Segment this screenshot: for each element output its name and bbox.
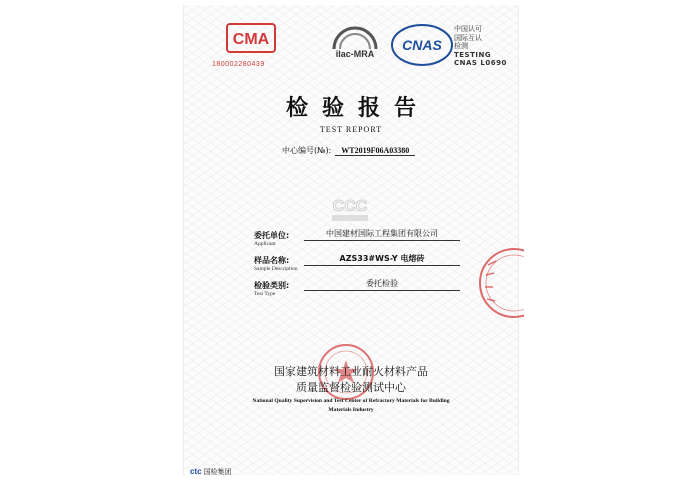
cnas-line: 检测 [454,42,468,50]
cma-number: 180002280439 [212,61,265,68]
red-seal-edge [474,243,524,323]
ilac-mra-logo [326,25,384,67]
cnas-logo-text: CNAS [402,37,442,53]
sample-value: AZS33#WS-Y 电熔砖 [304,253,460,266]
test-type-label-en: Test Type [254,291,276,297]
sample-label: 样品名称: [254,256,290,265]
center-number-label: 中心编号(№): [282,146,332,155]
test-type-value: 委托检验 [304,278,460,291]
cnas-line: TESTING [454,50,492,59]
cma-logo [226,23,276,53]
cnas-line: CNAS L0690 [454,59,507,67]
sample-label-en: Sample Description [254,266,298,272]
organization-name-zh-line2: 质量监督检验测试中心 [296,381,406,394]
organization-name-en-line2: Materials Industry [328,407,374,413]
cma-logo-text: CMA [232,31,270,48]
watermark-text: CCC [332,198,368,215]
report-cover [183,5,519,475]
cnas-accreditation-text [454,25,507,68]
center-number-value: WT2019F06A03380 [335,146,415,156]
ctc-group-logo [190,467,232,477]
test-type-label: 检验类别: [254,281,290,290]
organization-name-en-line1: National Quality Supervision and Test Center of Refractory Materials for Building [252,398,450,404]
center-number [282,145,415,156]
report-title-zh: 检验报告 [285,96,430,121]
organization-name-zh-line1: 国家建筑材料工业耐火材料产品 [274,365,428,378]
applicant-label: 委托单位: [254,231,290,240]
cnas-line: 中国认可 [454,25,482,33]
cnas-line: 国际互认 [454,33,482,42]
group-name: 国检集团 [203,468,232,476]
watermark [326,187,374,227]
cnas-logo [390,23,454,67]
applicant-value: 中国建材国际工程集团有限公司 [304,228,460,241]
ctc-logo-text: ctc [190,467,202,476]
ilac-logo-text: ilac-MRA [335,49,375,59]
applicant-label-en: Applicant [254,241,276,247]
report-title-en: TEST REPORT [319,125,383,134]
